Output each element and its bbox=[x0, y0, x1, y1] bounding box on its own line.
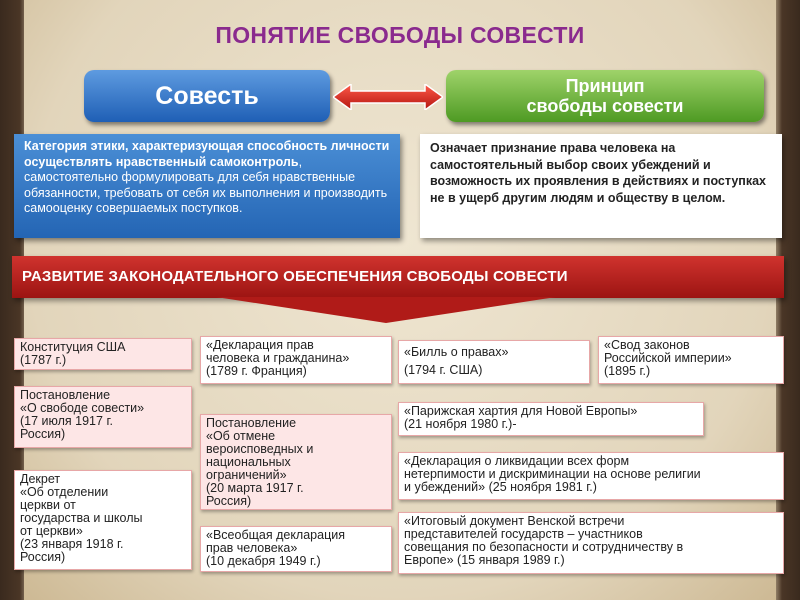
card-line: совещания по безопасности и сотрудничеству в bbox=[404, 540, 684, 554]
card-line: прав человека» bbox=[206, 541, 298, 555]
card-line: Постановление bbox=[20, 388, 111, 402]
principle-line2: свободы совести bbox=[526, 96, 684, 116]
banner-arrow-down bbox=[216, 297, 556, 323]
card-constitution-usa bbox=[14, 338, 192, 370]
card-declaration-intolerance bbox=[398, 452, 784, 500]
card-line: Конституция США bbox=[20, 340, 126, 354]
card-line: Российской империи» bbox=[604, 351, 732, 365]
card-line: Декрет bbox=[20, 472, 61, 486]
card-line: «О свободе совести» bbox=[20, 401, 145, 415]
card-line: «Парижская хартия для Новой Европы» bbox=[404, 404, 638, 418]
card-line: (17 июля 1917 г. bbox=[20, 414, 113, 428]
double-arrow-icon bbox=[333, 84, 443, 110]
card-line: (21 ноября 1980 г.)- bbox=[404, 417, 517, 431]
card-line: государства и школы bbox=[20, 511, 143, 525]
card-line: ограничений» bbox=[206, 468, 287, 482]
card-line: представителей государств – участников bbox=[404, 527, 643, 541]
card-line: «Декларация прав bbox=[206, 338, 314, 352]
card-line: «Билль о правах» bbox=[404, 345, 509, 359]
card-line: (10 декабря 1949 г.) bbox=[206, 554, 321, 568]
page-title: ПОНЯТИЕ СВОБОДЫ СОВЕСТИ bbox=[215, 22, 585, 48]
card-line: от церкви» bbox=[20, 524, 83, 538]
card-line: человека и гражданина» bbox=[206, 351, 350, 365]
card-line: «Всеобщая декларация bbox=[206, 528, 345, 542]
principle-pill bbox=[446, 70, 764, 122]
definition-rest: , самостоятельно формулировать для себя нравственные обязанности, требовать от себя их выполнения и производить самооценку совершаемых поступков. bbox=[24, 154, 388, 215]
card-code-of-laws bbox=[598, 336, 784, 384]
conscience-pill: Совесть bbox=[84, 70, 330, 122]
card-paris-charter bbox=[398, 402, 704, 436]
card-line: (23 января 1918 г. bbox=[20, 537, 124, 551]
card-line: и убеждений» (25 ноября 1981 г.) bbox=[404, 480, 597, 494]
card-line: Европе» (15 января 1989 г.) bbox=[404, 553, 565, 567]
card-line: церкви от bbox=[20, 498, 76, 512]
card-line: национальных bbox=[206, 455, 291, 469]
card-line: (1794 г. США) bbox=[404, 363, 483, 377]
card-line: «Об отделении bbox=[20, 485, 109, 499]
card-line: «Декларация о ликвидации всех форм bbox=[404, 454, 630, 468]
card-universal-declaration bbox=[200, 526, 392, 572]
card-line: (1787 г.) bbox=[20, 353, 67, 367]
card-line: Постановление bbox=[206, 416, 297, 430]
card-vienna-document bbox=[398, 512, 784, 574]
card-line: вероисповедных и bbox=[206, 442, 314, 456]
card-resolution-abolition bbox=[200, 414, 392, 510]
card-bill-of-rights bbox=[398, 340, 590, 384]
card-decree-separation bbox=[14, 470, 192, 570]
card-line: «Об отмене bbox=[206, 429, 276, 443]
card-line: нетерпимости и дискриминации на основе религии bbox=[404, 467, 701, 481]
card-line: Россия) bbox=[206, 494, 252, 508]
conscience-definition bbox=[14, 134, 400, 238]
definition-bold: Категория этики, характеризующая способность личности осуществлять нравственный самоконтроль bbox=[24, 139, 390, 169]
card-line: «Итоговый документ Венской встречи bbox=[404, 514, 625, 528]
card-line: «Свод законов bbox=[604, 338, 690, 352]
card-line: (1895 г.) bbox=[604, 364, 651, 378]
card-line: (20 марта 1917 г. bbox=[206, 481, 304, 495]
legislation-banner bbox=[12, 256, 784, 298]
principle-definition: Означает признание права человека на самостоятельный выбор своих убеждений и возможность их проявления в действиях и поступках не в ущерб другим людям и обществу в целом. bbox=[420, 134, 782, 238]
card-declaration-rights bbox=[200, 336, 392, 384]
banner-title: РАЗВИТИЕ ЗАКОНОДАТЕЛЬНОГО ОБЕСПЕЧЕНИЯ СВОБОДЫ СОВЕСТИ bbox=[22, 268, 568, 285]
card-line: Россия) bbox=[20, 427, 66, 441]
card-line: (1789 г. Франция) bbox=[206, 364, 307, 378]
card-resolution-freedom bbox=[14, 386, 192, 448]
principle-line1: Принцип bbox=[565, 76, 645, 96]
card-line: Россия) bbox=[20, 550, 66, 564]
